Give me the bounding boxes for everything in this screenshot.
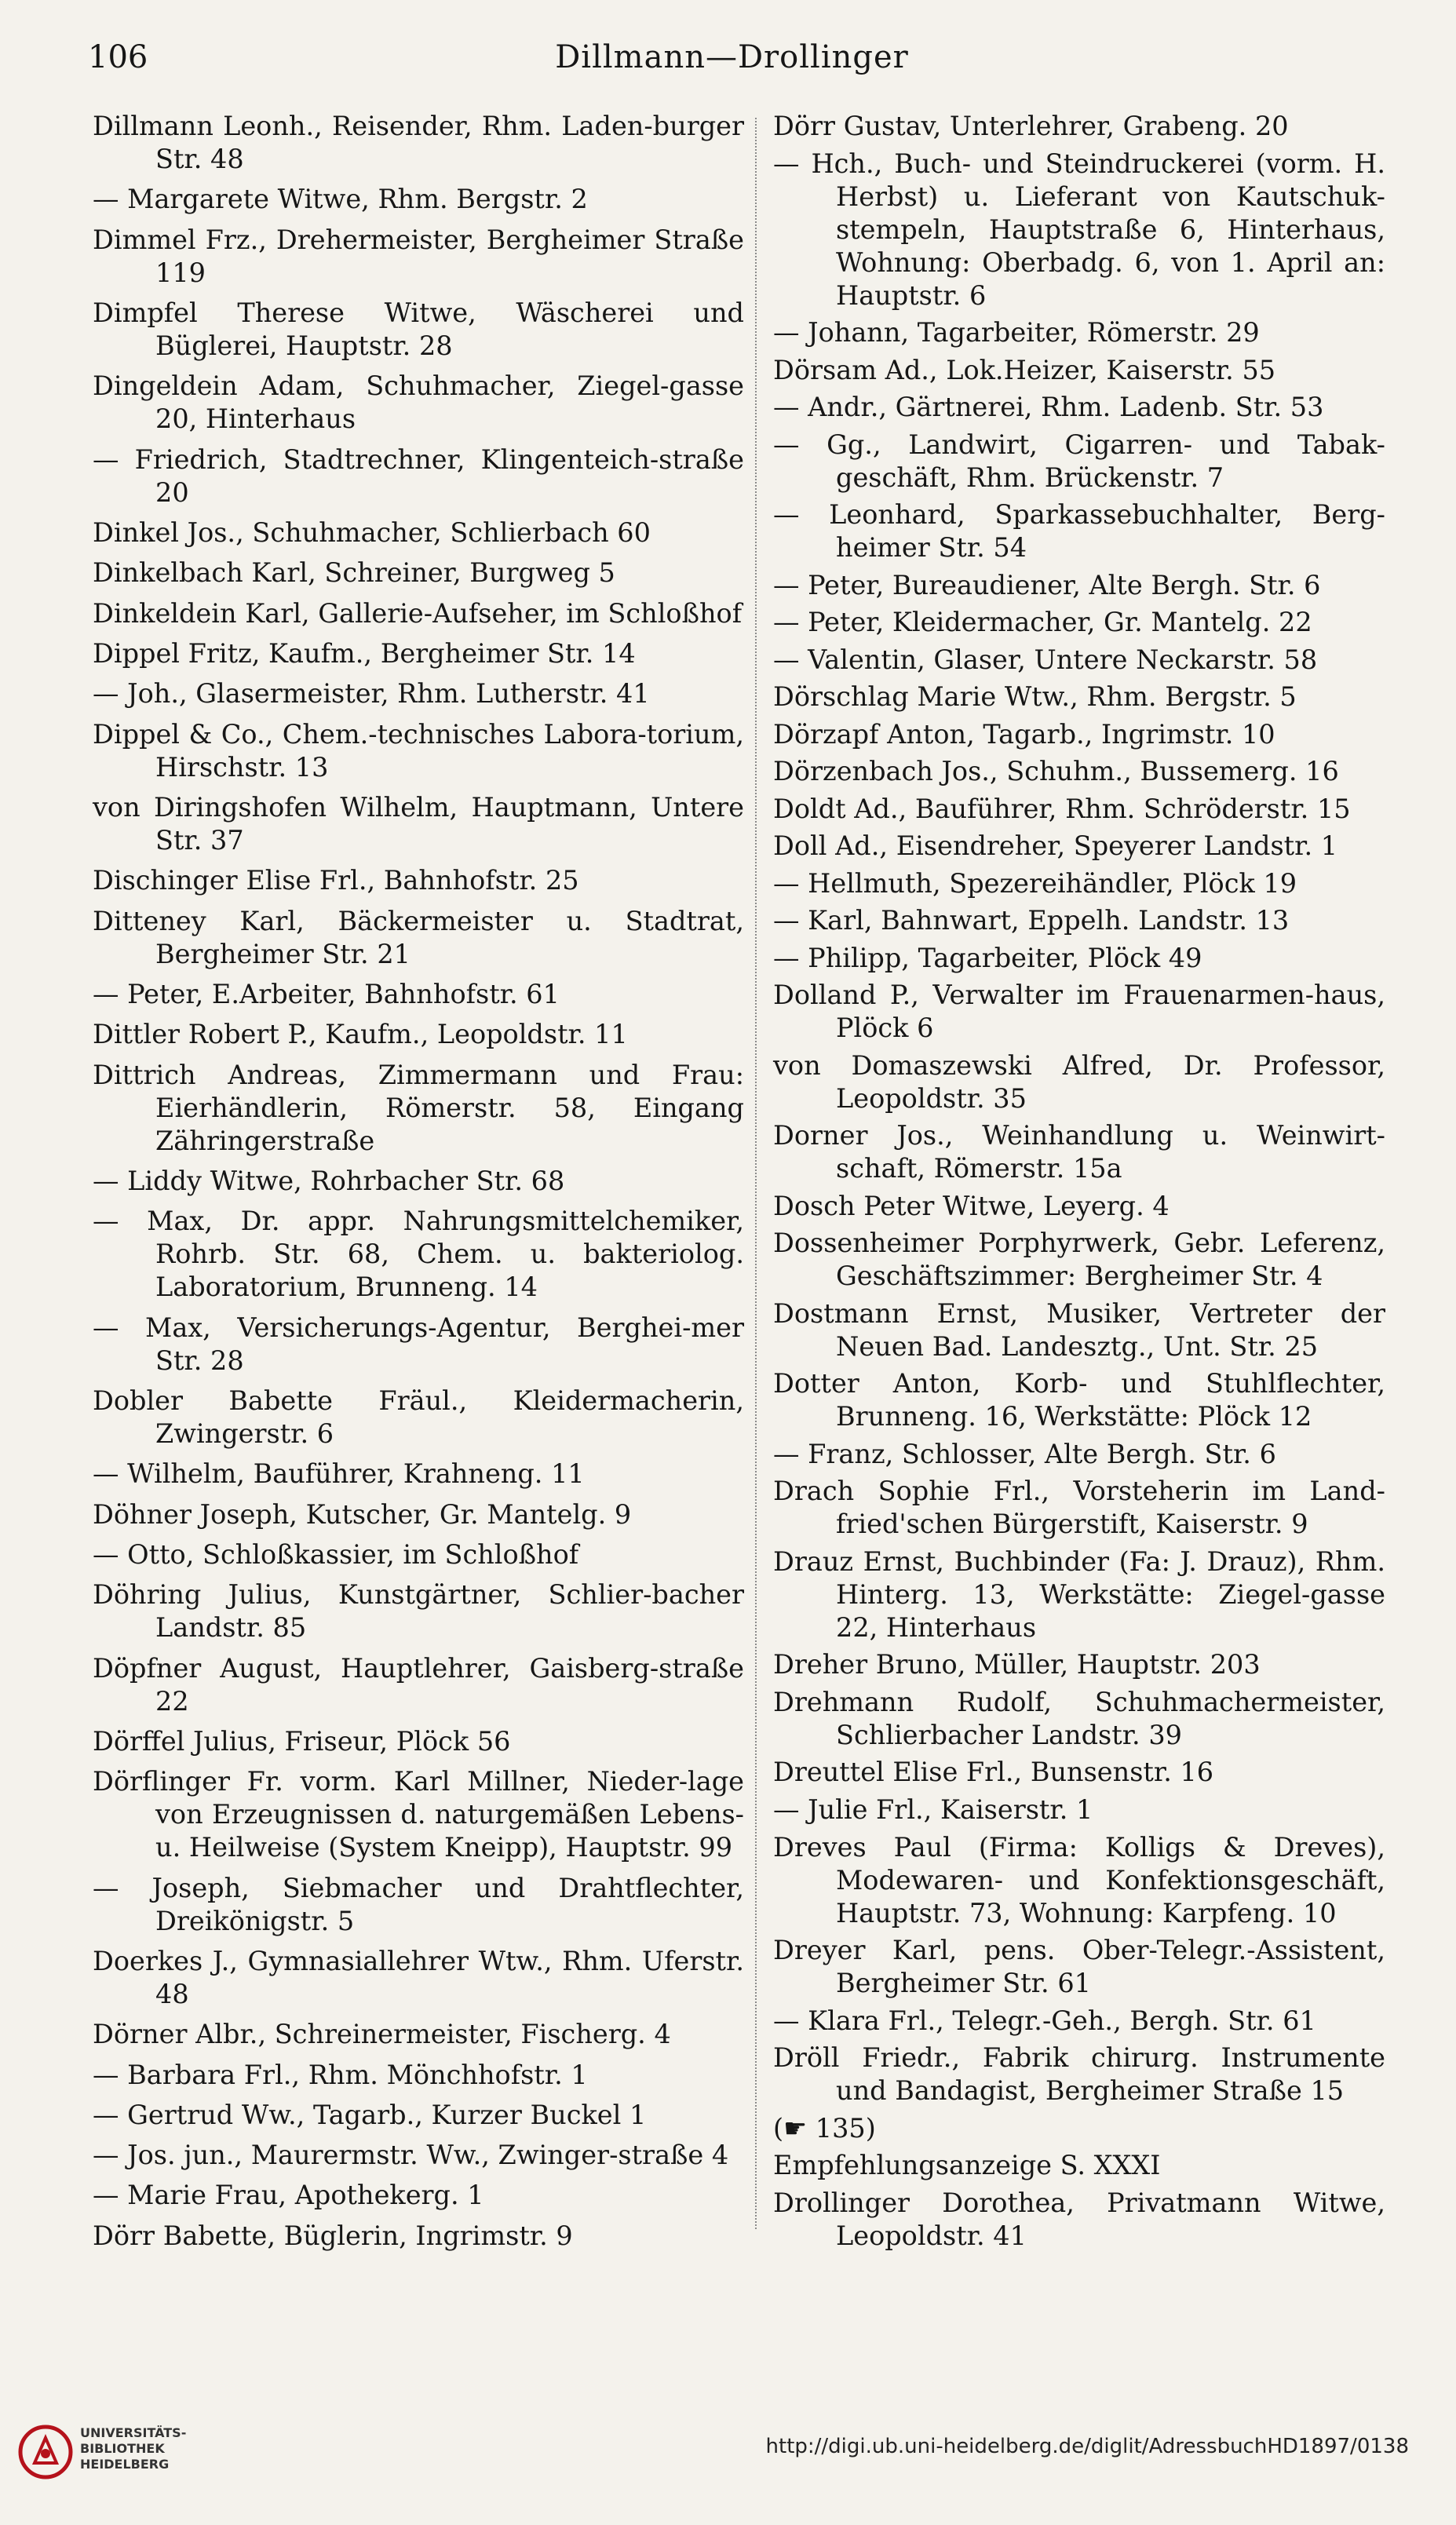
directory-entry: — Friedrich, Stadtrechner, Klingenteich-straße 20: [93, 443, 744, 508]
directory-entry: Dreves Paul (Firma: Kolligs & Dreves), Modewaren- und Konfektionsgeschäft, Hauptstr. 73, Wohnung: Karpfeng. 10: [773, 1831, 1385, 1928]
right-column: [773, 110, 1385, 2253]
directory-entry: Ditteney Karl, Bäckermeister u. Stadtrat, Bergheimer Str. 21: [93, 905, 744, 969]
directory-entry: — Wilhelm, Bauführer, Krahneng. 11: [93, 1458, 585, 1490]
directory-entry: Dreuttel Elise Frl., Bunsenstr. 16: [773, 1757, 1214, 1788]
directory-entry: — Andr., Gärtnerei, Rhm. Ladenb. Str. 53: [773, 392, 1324, 423]
footer: [0, 2378, 1456, 2520]
directory-entry: — Julie Frl., Kaiserstr. 1: [773, 1793, 1093, 1825]
directory-entry: — Franz, Schlosser, Alte Bergh. Str. 6: [773, 1438, 1276, 1469]
directory-entry: — Hch., Buch- und Steindruckerei (vorm. H. Herbst) u. Lieferant von Kautschuk-stempeln, Hauptstraße 6, Hinterhaus, Wohnung: Oberbadg. 6, von 1. April an: Hauptstr. 6: [773, 148, 1385, 311]
directory-entry: Dimmel Frz., Drehermeister, Bergheimer Straße 119: [93, 224, 744, 288]
directory-entry: — Philipp, Tagarbeiter, Plöck 49: [773, 942, 1202, 973]
directory-entry: Dörsam Ad., Lok.Heizer, Kaiserstr. 55: [773, 354, 1276, 385]
directory-entry: Dinkelbach Karl, Schreiner, Burgweg 5: [93, 557, 615, 589]
directory-entry: Dittler Robert P., Kaufm., Leopoldstr. 11: [93, 1019, 628, 1050]
directory-entry: Doerkes J., Gymnasiallehrer Wtw., Rhm. Uferstr. 48: [93, 1945, 744, 2009]
left-column: [93, 110, 744, 2253]
directory-entry: — Gertrud Ww., Tagarb., Kurzer Buckel 1: [93, 2099, 647, 2130]
directory-entry: — Joh., Glasermeister, Rhm. Lutherstr. 41: [93, 678, 650, 710]
directory-entry: Dosch Peter Witwe, Leyerg. 4: [773, 1190, 1170, 1221]
directory-entry: Doldt Ad., Bauführer, Rhm. Schröderstr. 15: [773, 793, 1351, 824]
directory-entry: Dippel & Co., Chem.-technisches Labora-torium, Hirschstr. 13: [93, 718, 744, 783]
directory-entry: — Marie Frau, Apothekerg. 1: [93, 2180, 484, 2211]
directory-entry: — Peter, E.Arbeiter, Bahnhofstr. 61: [93, 978, 560, 1009]
directory-entry: — Hellmuth, Spezereihändler, Plöck 19: [773, 867, 1297, 899]
directory-entry: Dröll Friedr., Fabrik chirurg. Instrumente und Bandagist, Bergheimer Straße 15: [773, 2042, 1385, 2107]
directory-entry: von Diringshofen Wilhelm, Hauptmann, Untere Str. 37: [93, 791, 744, 856]
directory-entry: — Peter, Bureaudiener, Alte Bergh. Str. 6: [773, 569, 1321, 600]
logo-line-3: HEIDELBERG: [80, 2457, 170, 2472]
directory-entry: Dörner Albr., Schreinermeister, Fischerg. 4: [93, 2019, 671, 2050]
directory-entry: — Klara Frl., Telegr.-Geh., Bergh. Str. 61: [773, 2005, 1316, 2036]
directory-entry: Dorner Jos., Weinhandlung u. Weinwirt-schaft, Römerstr. 15a: [773, 1120, 1385, 1184]
directory-entry: Doll Ad., Eisendreher, Speyerer Landstr. 1: [773, 830, 1338, 862]
directory-entry: Drauz Ernst, Buchbinder (Fa: J. Drauz), Rhm. Hinterg. 13, Werkstätte: Ziegel-gasse 22, Hinterhaus: [773, 1545, 1385, 1643]
directory-entry: — Max, Dr. appr. Nahrungsmittelchemiker, Rohrb. Str. 68, Chem. u. bakteriolog. Laboratorium, Brunneng. 14: [93, 1206, 744, 1303]
library-seal-icon: [17, 2424, 74, 2480]
library-name: [80, 2425, 186, 2472]
directory-entry: Dolland P., Verwalter im Frauenarmen-haus, Plöck 6: [773, 980, 1385, 1044]
directory-entry: Dörflinger Fr. vorm. Karl Millner, Nieder-lage von Erzeugnissen d. naturgemäßen Lebens- u. Heilweise (System Kneipp), Hauptstr. 99: [93, 1766, 744, 1863]
directory-entry: — Leonhard, Sparkassebuchhalter, Berg-heimer Str. 54: [773, 499, 1385, 564]
directory-entry: Döpfner August, Hauptlehrer, Gaisberg-straße 22: [93, 1652, 744, 1717]
directory-entry: Drehmann Rudolf, Schuhmachermeister, Schlierbacher Landstr. 39: [773, 1686, 1385, 1750]
page-header: [78, 31, 1385, 86]
directory-entry: Dörzenbach Jos., Schuhm., Bussemerg. 16: [773, 756, 1339, 787]
directory-entry: Dörschlag Marie Wtw., Rhm. Bergstr. 5: [773, 681, 1297, 713]
directory-entry: Dimpfel Therese Witwe, Wäscherei und Büglerei, Hauptstr. 28: [93, 297, 744, 361]
directory-entry: Dostmann Ernst, Musiker, Vertreter der Neuen Bad. Landesztg., Unt. Str. 25: [773, 1297, 1385, 1362]
directory-entry: — Liddy Witwe, Rohrbacher Str. 68: [93, 1165, 565, 1196]
directory-entry: — Otto, Schloßkassier, im Schloßhof: [93, 1538, 579, 1570]
directory-entry: Dinkel Jos., Schuhmacher, Schlierbach 60: [93, 516, 651, 548]
column-divider: [755, 118, 757, 2229]
directory-entry: — Peter, Kleidermacher, Gr. Mantelg. 22: [773, 607, 1312, 638]
directory-entry: — Joseph, Siebmacher und Drahtflechter, Dreikönigstr. 5: [93, 1872, 744, 1936]
directory-entry: Dobler Babette Fräul., Kleidermacherin, Zwingerstr. 6: [93, 1385, 744, 1449]
directory-entry: — Gg., Landwirt, Cigarren- und Tabak-geschäft, Rhm. Brückenstr. 7: [773, 429, 1385, 493]
directory-entry: Dreyer Karl, pens. Ober-Telegr.-Assistent, Bergheimer Str. 61: [773, 1935, 1385, 1999]
directory-entry: Dischinger Elise Frl., Bahnhofstr. 25: [93, 865, 579, 896]
directory-entry: Drollinger Dorothea, Privatmann Witwe, Leopoldstr. 41: [773, 2187, 1385, 2251]
directory-entry: Dillmann Leonh., Reisender, Rhm. Laden-burger Str. 48: [93, 111, 744, 174]
directory-entry: — Johann, Tagarbeiter, Römerstr. 29: [773, 317, 1260, 348]
directory-entry: — Karl, Bahnwart, Eppelh. Landstr. 13: [773, 905, 1290, 936]
logo-line-2: BIBLIOTHEK: [80, 2441, 165, 2456]
directory-entry: Dörr Gustav, Unterlehrer, Grabeng. 20: [773, 111, 1289, 141]
directory-entry: Döhring Julius, Kunstgärtner, Schlier-bacher Landstr. 85: [93, 1579, 744, 1644]
directory-entry: — Jos. jun., Maurermstr. Ww., Zwinger-straße 4: [93, 2140, 729, 2171]
library-logo[interactable]: [17, 2416, 190, 2502]
directory-entry: Dossenheimer Porphyrwerk, Gebr. Leferenz, Geschäftszimmer: Bergheimer Str. 4: [773, 1228, 1385, 1292]
directory-entry: Dinkeldein Karl, Gallerie-Aufseher, im Schloßhof: [93, 597, 743, 629]
page-number: 106: [88, 39, 148, 75]
directory-entry: Dreher Bruno, Müller, Hauptstr. 203: [773, 1649, 1261, 1680]
running-head: Dillmann—Drollinger: [555, 39, 909, 75]
directory-entry: — Margarete Witwe, Rhm. Bergstr. 2: [93, 184, 588, 215]
logo-line-1: UNIVERSITÄTS-: [80, 2425, 187, 2440]
directory-entry: Dippel Fritz, Kaufm., Bergheimer Str. 14: [93, 637, 636, 669]
directory-entry: Drach Sophie Frl., Vorsteherin im Land-fried'schen Bürgerstift, Kaiserstr. 9: [773, 1476, 1385, 1540]
directory-entry: Döhner Joseph, Kutscher, Gr. Mantelg. 9: [93, 1498, 632, 1530]
directory-entry: — Valentin, Glaser, Untere Neckarstr. 58: [773, 644, 1318, 675]
directory-entry: Dörffel Julius, Friseur, Plöck 56: [93, 1725, 511, 1757]
directory-entry: (☛ 135): [773, 2112, 876, 2144]
source-url-link[interactable]: http://digi.ub.uni-heidelberg.de/diglit/AdressbuchHD1897/0138: [765, 2435, 1409, 2458]
directory-entry: Dingeldein Adam, Schuhmacher, Ziegel-gasse 20, Hinterhaus: [93, 370, 744, 435]
directory-entry: Dotter Anton, Korb- und Stuhlflechter, Brunneng. 16, Werkstätte: Plöck 12: [773, 1368, 1385, 1432]
directory-entry: Dittrich Andreas, Zimmermann und Frau: Eierhändlerin, Römerstr. 58, Eingang Zähringerstraße: [93, 1059, 744, 1156]
directory-entry: Empfehlungsanzeige S. XXXI: [773, 2150, 1161, 2181]
directory-entry: von Domaszewski Alfred, Dr. Professor, Leopoldstr. 35: [773, 1049, 1385, 1114]
directory-entry: — Barbara Frl., Rhm. Mönchhofstr. 1: [93, 2059, 588, 2090]
directory-entry: Dörr Babette, Büglerin, Ingrimstr. 9: [93, 2220, 573, 2251]
directory-entry: — Max, Versicherungs-Agentur, Berghei-mer Str. 28: [93, 1312, 744, 1376]
directory-entry: Dörzapf Anton, Tagarb., Ingrimstr. 10: [773, 718, 1275, 750]
